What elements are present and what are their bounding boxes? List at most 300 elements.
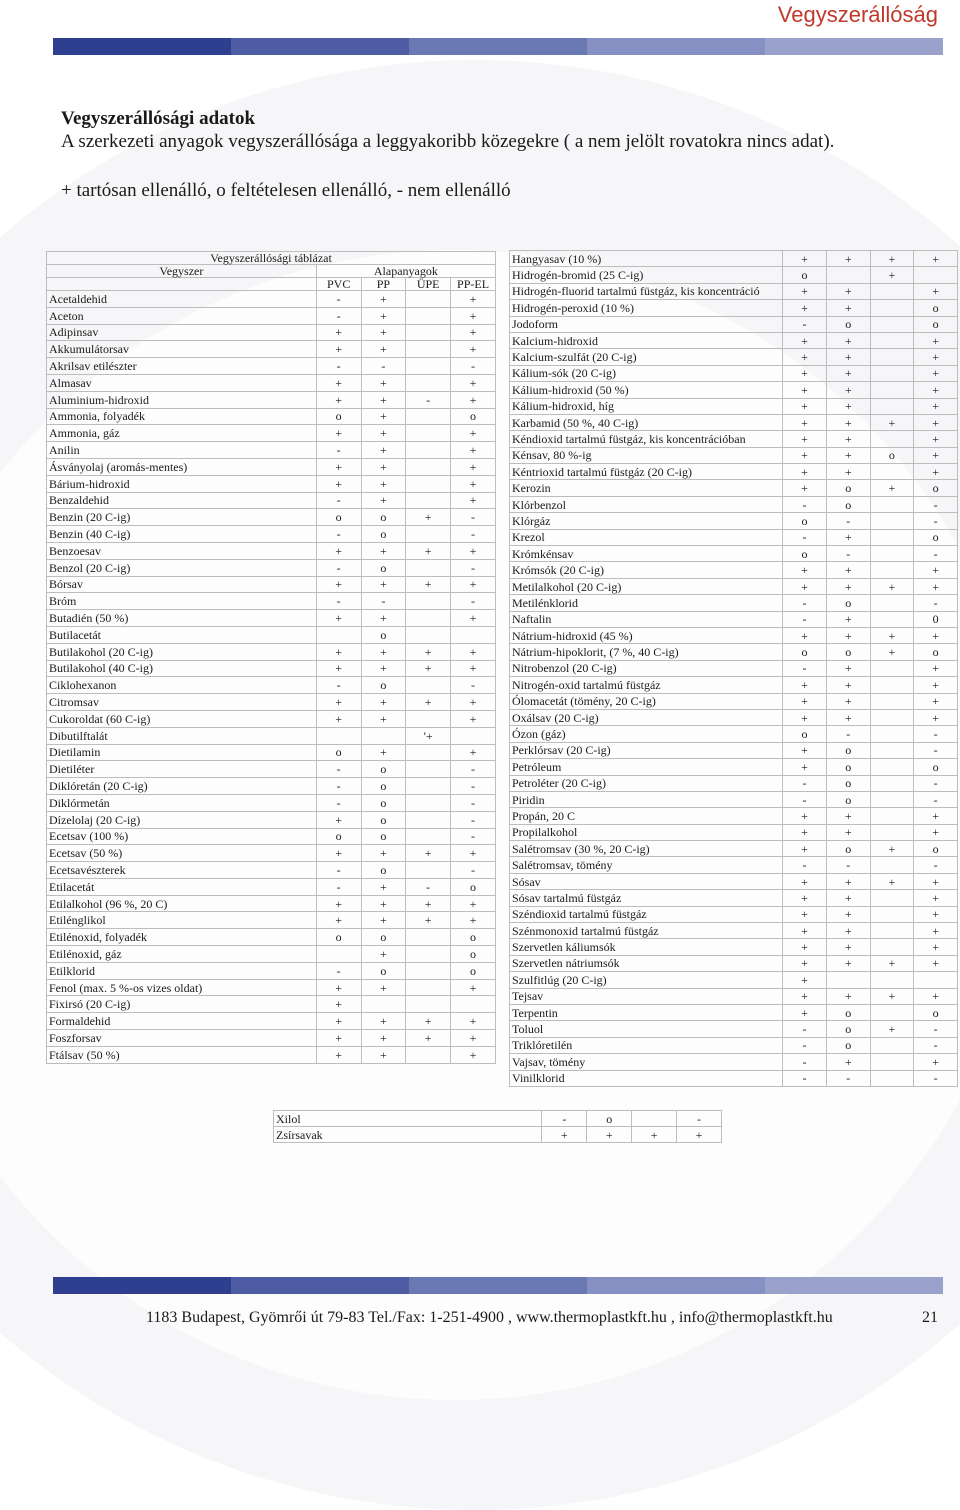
resistance-cell: o	[826, 841, 870, 857]
resistance-cell: +	[826, 611, 870, 627]
chemical-name-cell: Vinilklorid	[510, 1070, 783, 1086]
col-header-pp-el: PP-EL	[451, 278, 496, 291]
chemical-name-cell: Triklóretilén	[510, 1037, 783, 1053]
resistance-cell	[451, 626, 496, 643]
table-row	[510, 742, 958, 758]
resistance-cell: +	[914, 431, 958, 447]
table-row	[510, 595, 958, 611]
table-row	[510, 972, 958, 988]
resistance-cell: +	[316, 710, 361, 727]
resistance-cell: o	[914, 300, 958, 316]
resistance-cell: +	[361, 408, 406, 425]
resistance-cell: -	[316, 307, 361, 324]
chemical-name-cell: Ecetsav (50 %)	[47, 845, 317, 862]
resistance-cell: +	[783, 578, 827, 594]
resistance-cell: -	[783, 595, 827, 611]
resistance-cell: +	[316, 1013, 361, 1030]
resistance-cell	[870, 808, 914, 824]
resistance-cell	[316, 727, 361, 744]
resistance-cell: -	[451, 811, 496, 828]
table-row	[47, 962, 496, 979]
resistance-cell: +	[361, 643, 406, 660]
chemical-name-cell: Etilénoxid, folyadék	[47, 929, 317, 946]
resistance-cell: o	[826, 480, 870, 496]
resistance-cell: +	[361, 576, 406, 593]
table-row	[510, 267, 958, 283]
col-header-alapanyagok: Alapanyagok	[316, 265, 495, 278]
resistance-cell: +	[914, 414, 958, 430]
col-header-upe: ÜPE	[406, 278, 451, 291]
resistance-cell: +	[361, 946, 406, 963]
chemical-name-cell: Benzaldehid	[47, 492, 317, 509]
table-row	[47, 979, 496, 996]
resistance-cell: o	[316, 408, 361, 425]
chemical-name-cell: Petroléter (20 C-ig)	[510, 775, 783, 791]
resistance-cell: -	[914, 742, 958, 758]
resistance-cell: o	[826, 1004, 870, 1020]
resistance-cell: +	[451, 458, 496, 475]
table-row	[47, 442, 496, 459]
resistance-cell: +	[361, 979, 406, 996]
resistance-cell: o	[361, 828, 406, 845]
resistance-cell: -	[914, 595, 958, 611]
resistance-cell: -	[914, 1037, 958, 1053]
resistance-cell: +	[914, 923, 958, 939]
chemical-name-cell: Kerozin	[510, 480, 783, 496]
resistance-cell	[406, 425, 451, 442]
footer-color-bar	[53, 1277, 943, 1294]
table-row	[510, 890, 958, 906]
resistance-cell: -	[316, 794, 361, 811]
table-row	[47, 1013, 496, 1030]
resistance-cell: +	[361, 374, 406, 391]
resistance-cell: +	[361, 475, 406, 492]
chemical-name-cell: Bróm	[47, 593, 317, 610]
table-row	[47, 929, 496, 946]
resistance-cell: +	[870, 1021, 914, 1037]
resistance-cell: +	[316, 996, 361, 1013]
resistance-cell: o	[914, 759, 958, 775]
resistance-cell: -	[783, 1054, 827, 1070]
chemical-name-cell: Aceton	[47, 307, 317, 324]
resistance-cell: +	[783, 890, 827, 906]
resistance-cell	[870, 890, 914, 906]
table-row	[510, 1004, 958, 1020]
resistance-cell: -	[783, 1037, 827, 1053]
chemical-resistance-table-right	[509, 250, 958, 1087]
chemical-name-cell: Hidrogén-fluorid tartalmú füstgáz, kis koncentráció	[510, 283, 783, 299]
table-row	[510, 709, 958, 725]
resistance-cell: o	[361, 794, 406, 811]
table-row	[47, 845, 496, 862]
resistance-cell: +	[361, 710, 406, 727]
table-row	[510, 857, 958, 873]
resistance-cell: +	[361, 912, 406, 929]
resistance-cell: +	[870, 955, 914, 971]
table-row	[47, 324, 496, 341]
resistance-cell	[406, 307, 451, 324]
resistance-cell: -	[783, 1021, 827, 1037]
chemical-name-cell: Ecetsavészterek	[47, 862, 317, 879]
resistance-cell: -	[316, 492, 361, 509]
chemical-name-cell: Ciklohexanon	[47, 677, 317, 694]
resistance-cell: o	[361, 559, 406, 576]
resistance-cell: +	[783, 841, 827, 857]
resistance-cell: +	[316, 458, 361, 475]
resistance-cell: +	[361, 324, 406, 341]
resistance-cell: +	[361, 878, 406, 895]
resistance-cell	[870, 513, 914, 529]
resistance-cell	[870, 496, 914, 512]
chemical-name-cell: Dietilamin	[47, 744, 317, 761]
chemical-name-cell: Kálium-hidroxid, híg	[510, 398, 783, 414]
chemical-name-cell: Nátrium-hipoklorit, (7 %, 40 C-ig)	[510, 644, 783, 660]
resistance-cell: +	[914, 1054, 958, 1070]
chemical-name-cell: Széndioxid tartalmú füstgáz	[510, 906, 783, 922]
resistance-cell: o	[451, 408, 496, 425]
chemical-name-cell: Metilénklorid	[510, 595, 783, 611]
resistance-cell: +	[914, 693, 958, 709]
resistance-cell: +	[451, 341, 496, 358]
resistance-cell: +	[826, 660, 870, 676]
resistance-cell: o	[870, 447, 914, 463]
resistance-cell: o	[826, 775, 870, 791]
resistance-cell: +	[914, 824, 958, 840]
resistance-cell	[870, 562, 914, 578]
resistance-cell: +	[826, 808, 870, 824]
table-row	[47, 475, 496, 492]
bar-segment	[409, 1277, 587, 1294]
resistance-cell: +	[783, 693, 827, 709]
resistance-cell: -	[316, 778, 361, 795]
resistance-cell: +	[826, 923, 870, 939]
resistance-cell: -	[914, 791, 958, 807]
resistance-cell: +	[316, 912, 361, 929]
chemical-name-cell: Benzol (20 C-ig)	[47, 559, 317, 576]
resistance-cell: +	[870, 251, 914, 267]
chemical-name-cell: Toluol	[510, 1021, 783, 1037]
bar-segment	[765, 38, 943, 55]
resistance-cell: o	[914, 841, 958, 857]
resistance-cell: -	[451, 828, 496, 845]
table-row	[47, 559, 496, 576]
resistance-cell: +	[826, 414, 870, 430]
chemical-name-cell: Kéndioxid tartalmú füstgáz, kis koncentrációban	[510, 431, 783, 447]
resistance-cell	[870, 1070, 914, 1086]
resistance-cell: +	[316, 694, 361, 711]
table-row	[47, 744, 496, 761]
resistance-cell: -	[316, 761, 361, 778]
resistance-cell: +	[870, 644, 914, 660]
resistance-cell: +	[451, 1046, 496, 1063]
table-row	[47, 458, 496, 475]
resistance-cell	[870, 726, 914, 742]
resistance-cell: -	[826, 1070, 870, 1086]
resistance-cell	[406, 341, 451, 358]
table-row	[47, 509, 496, 526]
resistance-cell: +	[316, 391, 361, 408]
header-color-bar	[53, 38, 943, 55]
resistance-cell: +	[316, 811, 361, 828]
resistance-cell: +	[914, 251, 958, 267]
chemical-name-cell: Kalcium-hidroxid	[510, 332, 783, 348]
resistance-cell: o	[914, 529, 958, 545]
resistance-cell: o	[826, 791, 870, 807]
resistance-cell	[406, 492, 451, 509]
resistance-cell: -	[914, 496, 958, 512]
resistance-cell: +	[826, 890, 870, 906]
resistance-cell: +	[826, 464, 870, 480]
chemical-name-cell: Akkumulátorsav	[47, 341, 317, 358]
resistance-cell: +	[870, 988, 914, 1004]
resistance-cell: +	[783, 332, 827, 348]
resistance-cell: +	[783, 349, 827, 365]
resistance-cell	[870, 824, 914, 840]
chemical-name-cell: Ásványolaj (aromás-mentes)	[47, 458, 317, 475]
resistance-cell: +	[826, 447, 870, 463]
resistance-cell	[914, 267, 958, 283]
resistance-cell: +	[542, 1127, 587, 1143]
resistance-cell	[870, 709, 914, 725]
chemical-name-cell: Diklórmetán	[47, 794, 317, 811]
col-header-pp: PP	[361, 278, 406, 291]
chemical-name-cell: Ecetsav (100 %)	[47, 828, 317, 845]
resistance-cell: +	[406, 660, 451, 677]
resistance-cell: +	[914, 382, 958, 398]
resistance-cell: +	[783, 365, 827, 381]
resistance-cell: +	[783, 464, 827, 480]
resistance-cell	[406, 778, 451, 795]
chemical-name-cell: Fenol (max. 5 %-os vizes oldat)	[47, 979, 317, 996]
chemical-name-cell: Kalcium-szulfát (20 C-ig)	[510, 349, 783, 365]
table-row	[47, 593, 496, 610]
resistance-cell: +	[914, 283, 958, 299]
bar-segment	[231, 1277, 409, 1294]
resistance-cell: o	[783, 513, 827, 529]
resistance-cell: +	[783, 677, 827, 693]
resistance-cell	[870, 316, 914, 332]
resistance-cell: +	[783, 627, 827, 643]
bar-segment	[587, 1277, 765, 1294]
resistance-cell: +	[451, 324, 496, 341]
resistance-cell: +	[826, 824, 870, 840]
resistance-cell: +	[870, 627, 914, 643]
chemical-name-cell: Kéntrioxid tartalmú füstgáz (20 C-ig)	[510, 464, 783, 480]
chemical-name-cell: Etilénglikol	[47, 912, 317, 929]
resistance-cell: o	[361, 761, 406, 778]
resistance-cell: +	[361, 1046, 406, 1063]
resistance-cell	[406, 374, 451, 391]
resistance-cell	[406, 626, 451, 643]
resistance-cell: -	[914, 726, 958, 742]
resistance-cell: +	[826, 251, 870, 267]
resistance-cell	[870, 365, 914, 381]
resistance-cell: +	[451, 710, 496, 727]
resistance-cell: +	[826, 300, 870, 316]
chemical-name-cell: Karbamid (50 %, 40 C-ig)	[510, 414, 783, 430]
table-row	[510, 660, 958, 676]
resistance-cell: +	[361, 895, 406, 912]
resistance-cell: -	[914, 1021, 958, 1037]
resistance-cell: o	[361, 509, 406, 526]
resistance-cell: o	[914, 480, 958, 496]
resistance-cell	[870, 906, 914, 922]
table-row	[47, 425, 496, 442]
resistance-cell	[870, 529, 914, 545]
resistance-cell: o	[826, 759, 870, 775]
table-row	[47, 761, 496, 778]
resistance-cell	[870, 431, 914, 447]
resistance-cell: +	[406, 643, 451, 660]
resistance-cell: o	[451, 946, 496, 963]
chemical-name-cell: Bórsav	[47, 576, 317, 593]
table-row	[510, 759, 958, 775]
resistance-cell: o	[361, 626, 406, 643]
resistance-cell: o	[361, 677, 406, 694]
chemical-name-cell: Nátrium-hidroxid (45 %)	[510, 627, 783, 643]
resistance-cell: +	[361, 610, 406, 627]
resistance-cell	[870, 972, 914, 988]
resistance-cell: o	[451, 962, 496, 979]
resistance-cell: +	[406, 912, 451, 929]
chemical-name-cell: Ózon (gáz)	[510, 726, 783, 742]
resistance-cell	[870, 742, 914, 758]
chemical-name-cell: Ammonia, folyadék	[47, 408, 317, 425]
resistance-cell: -	[914, 546, 958, 562]
resistance-cell	[406, 962, 451, 979]
resistance-cell: +	[316, 845, 361, 862]
col-header-empty	[47, 278, 317, 291]
resistance-cell: +	[451, 1013, 496, 1030]
resistance-cell	[870, 693, 914, 709]
page-number: 21	[922, 1309, 938, 1326]
resistance-cell: +	[826, 349, 870, 365]
resistance-cell: +	[316, 1030, 361, 1047]
resistance-cell: +	[316, 610, 361, 627]
resistance-cell: +	[361, 1013, 406, 1030]
resistance-cell	[406, 324, 451, 341]
table-row	[47, 1046, 496, 1063]
resistance-cell	[870, 611, 914, 627]
resistance-cell: 0	[914, 611, 958, 627]
resistance-cell: +	[914, 562, 958, 578]
resistance-cell: +	[316, 979, 361, 996]
resistance-cell: -	[316, 559, 361, 576]
chemical-name-cell: Krómkénsav	[510, 546, 783, 562]
resistance-cell: +	[361, 1030, 406, 1047]
resistance-cell	[870, 775, 914, 791]
resistance-cell: -	[451, 358, 496, 375]
table-row	[510, 955, 958, 971]
resistance-cell	[406, 458, 451, 475]
table-row	[47, 408, 496, 425]
resistance-cell: +	[870, 414, 914, 430]
resistance-cell: +	[783, 562, 827, 578]
table-row	[510, 1037, 958, 1053]
resistance-cell	[451, 996, 496, 1013]
resistance-cell	[870, 546, 914, 562]
resistance-cell: +	[914, 332, 958, 348]
table-row	[510, 480, 958, 496]
resistance-cell: +	[316, 324, 361, 341]
table-row	[47, 677, 496, 694]
chemical-name-cell: Vajsav, tömény	[510, 1054, 783, 1070]
resistance-cell: +	[914, 677, 958, 693]
resistance-cell: +	[316, 425, 361, 442]
chemical-resistance-table-left	[46, 251, 496, 1064]
chemical-name-cell: Akrilsav etilészter	[47, 358, 317, 375]
resistance-cell	[361, 727, 406, 744]
table-row	[510, 775, 958, 791]
resistance-cell	[406, 828, 451, 845]
table-row	[510, 578, 958, 594]
chemical-name-cell: Hangyasav (10 %)	[510, 251, 783, 267]
resistance-cell: -	[783, 1070, 827, 1086]
resistance-cell: o	[361, 962, 406, 979]
resistance-cell: +	[361, 425, 406, 442]
resistance-cell: o	[361, 929, 406, 946]
chemical-name-cell: Benzin (20 C-ig)	[47, 509, 317, 526]
resistance-cell: +	[406, 845, 451, 862]
col-header-pvc: PVC	[316, 278, 361, 291]
resistance-cell: +	[914, 955, 958, 971]
resistance-cell: +	[361, 307, 406, 324]
table-row	[47, 526, 496, 543]
col-header-vegyszer: Vegyszer	[47, 265, 317, 278]
resistance-cell	[406, 475, 451, 492]
chemical-name-cell: Propilalkohol	[510, 824, 783, 840]
resistance-cell: +	[632, 1127, 677, 1143]
table-row	[274, 1111, 722, 1127]
resistance-cell: -	[451, 794, 496, 811]
chemical-name-cell: Ammonia, gáz	[47, 425, 317, 442]
intro-text: A szerkezeti anyagok vegyszerállósága a leggyakoribb közegekre ( a nem jelölt rovatokra nincs adat).	[61, 131, 835, 152]
bar-segment	[587, 38, 765, 55]
resistance-cell: +	[826, 578, 870, 594]
chemical-name-cell: Piridin	[510, 791, 783, 807]
resistance-cell: +	[783, 283, 827, 299]
resistance-cell: +	[361, 694, 406, 711]
resistance-cell: +	[406, 576, 451, 593]
table-row	[510, 1070, 958, 1086]
resistance-cell: +	[451, 291, 496, 308]
resistance-cell: +	[451, 425, 496, 442]
resistance-cell: +	[451, 1030, 496, 1047]
table-row	[47, 794, 496, 811]
resistance-cell: +	[451, 576, 496, 593]
resistance-cell	[361, 996, 406, 1013]
resistance-cell: +	[451, 895, 496, 912]
resistance-cell: +	[826, 382, 870, 398]
resistance-cell: -	[826, 513, 870, 529]
table-row	[47, 996, 496, 1013]
resistance-cell: +	[783, 808, 827, 824]
resistance-cell: +	[316, 895, 361, 912]
table-row	[510, 791, 958, 807]
resistance-cell: -	[316, 291, 361, 308]
chemical-name-cell: Oxálsav (20 C-ig)	[510, 709, 783, 725]
resistance-cell	[870, 332, 914, 348]
resistance-cell	[406, 862, 451, 879]
table-row	[510, 529, 958, 545]
chemical-name-cell: Tejsav	[510, 988, 783, 1004]
resistance-cell: +	[870, 873, 914, 889]
table-row	[510, 824, 958, 840]
resistance-cell: +	[316, 576, 361, 593]
resistance-cell: o	[826, 644, 870, 660]
chemical-name-cell: Xilol	[274, 1111, 542, 1127]
resistance-cell: +	[451, 610, 496, 627]
